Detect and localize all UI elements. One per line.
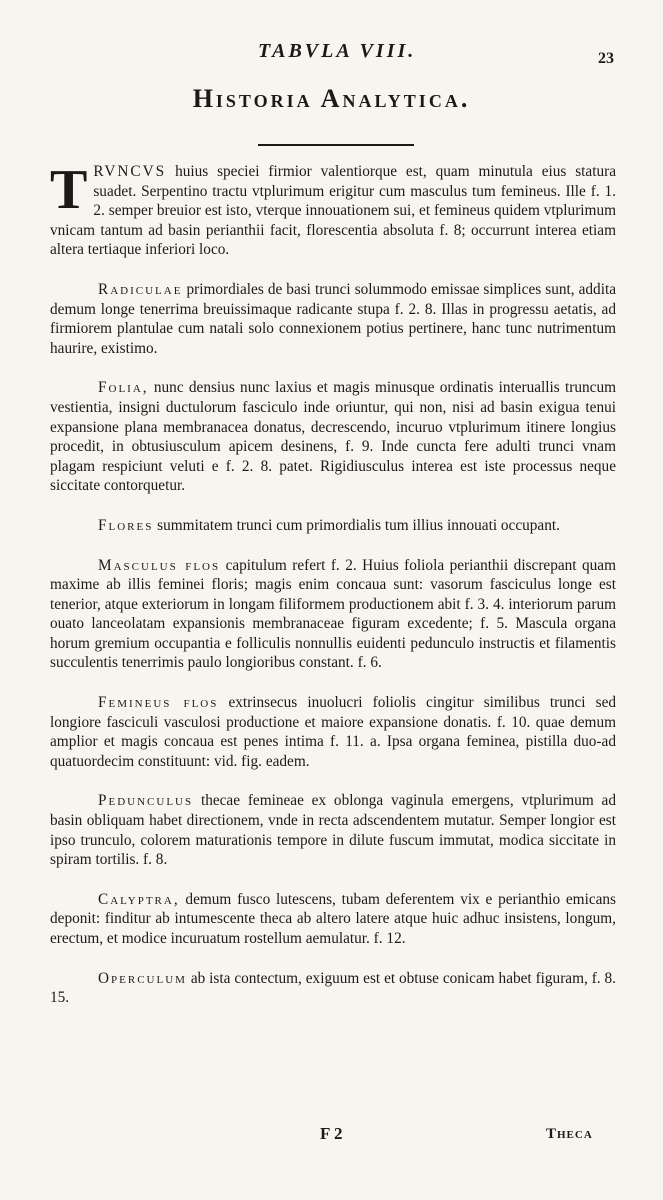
paragraph-lead: Flores: [98, 516, 154, 534]
page-footer: [0, 1124, 663, 1150]
text-body: [50, 159, 617, 1028]
signature-mark: F 2: [320, 1124, 343, 1143]
running-header: [0, 40, 663, 66]
paragraph-operculum: [50, 969, 616, 1008]
paragraph-text: thecae femineae ex oblonga vaginula emergens, vtplurimum ad basin obliquam habet directionem, vnde in recta adscendentem mutatur. Semper longior est ipso trunculo, colorem maturationis tempore in dilute fuscum immutat, modica siccitate in spiram tortilis. f. 8.: [50, 792, 616, 869]
paragraph-text: summitatem trunci cum primordialis tum illius innouati occupant.: [153, 516, 560, 534]
plate-heading: TABVLA VIII.: [258, 40, 417, 62]
paragraph-femineus: [50, 693, 616, 771]
paragraph-radiculae: [50, 280, 616, 358]
drop-cap: T: [50, 159, 88, 221]
page-title: Historia Analytica.: [192, 84, 471, 113]
paragraph-text: nunc densius nunc laxius et magis minusque ordinatis interuallis truncum vestientia, insigni ductulorum fasciculo inde oriuntur, qui non, nisi ad basin exigua tenui expansione plana membranacea donatus, decrescendo, incuruo vtplurimum itinere longius procedit, in obtusiusculum apicem desinens, f. 9. Inde cuncta fere adulti trunci vnam plagam respiciunt veluti e f. 2. 8. patet. Rigidiusculus interea est iste processus neque siccitate contorquetur.: [50, 379, 616, 495]
paragraph-truncus: [50, 159, 616, 260]
page-number: 23: [598, 50, 614, 67]
paragraph-lead: Folia,: [98, 379, 149, 397]
paragraph-flores: [50, 516, 616, 536]
paragraph-text: capitulum refert f. 2. Huius foliola perianthii discrepant quam maxime ab illis feminei floris; magis enim concaua sunt: vasorum fasciculus longe est tenerior, atque exteriorum in longam filiformem productionem abit f. 3. 4. interiorum parum ouato lanceolatam expansionis membranaceae figuram excedente; f. 5. Mascula organa horum gremium occupantia e folliculis nonnullis euidenti pedunculo instructis et filamentis succulentis tenerrimis paulo longioribus constant. f. 6.: [50, 556, 616, 672]
paragraph-text: ab ista contectum, exiguum est et obtuse conicam habet figuram, f. 8. 15.: [50, 969, 616, 1007]
paragraph-masculus: [50, 556, 616, 674]
paragraph-text: primordiales de basi trunci solummodo emissae simplices sunt, addita demum longe tenerrima breuissimaque radicante stupa f. 2. 8. Illas in progressu aetatis, ad firmiorem plantulae cum natali solo connexionem potius pertinere, hanc tunc nutrimentum haurire, existimo.: [50, 280, 616, 357]
paragraph-lead: RVNCVS: [93, 163, 167, 180]
title-rule: [258, 144, 414, 146]
paragraph-calyptra: [50, 890, 616, 949]
paragraph-lead: Pedunculus: [98, 792, 194, 810]
paragraph-text: extrinsecus inuolucri foliolis cingitur similibus trunci sed longiore fasciculi vasculosi productione et maiore expansione donatis. f. 10. quae demum amplior et magis concaua est penes intima f. 11. a. Ipsa organa feminea, pistilla duo-ad quatuordecim constituunt: vid. fig. eadem.: [50, 694, 617, 770]
paragraph-lead: Femineus flos: [98, 694, 219, 712]
paragraph-pedunculus: [50, 791, 616, 869]
paragraph-folia: [50, 378, 616, 496]
paragraph-text: demum fusco lutescens, tubam deferentem vix e perianthio emicans deponit: finditur ab intumescente theca ab altero latere atque huic adhuc insistens, longum, erectum, et modice incuruatum rostellum aemulatur. f. 12.: [50, 890, 616, 947]
paragraph-text: huius speciei firmior valentiorque est, quam minutula eius statura suadet. Serpentino tractu vtplurimum erigitur cum masculus tum femineus. Ille f. 1. 2. semper breuior est isto, vterque innouationem sui, et femineus quidem vtplurimum vnicam tantum ad basin perianthii facit, florescentia absoluta f. 8; occurrunt interea etiam altera tertiaque inferiori loco.: [50, 163, 616, 259]
paragraph-lead: Masculus flos: [98, 556, 221, 574]
catchword: Theca: [546, 1126, 593, 1142]
paragraph-lead: Operculum: [98, 969, 187, 987]
paragraph-lead: Radiculae: [98, 280, 183, 298]
paragraph-lead: Calyptra,: [98, 890, 180, 908]
